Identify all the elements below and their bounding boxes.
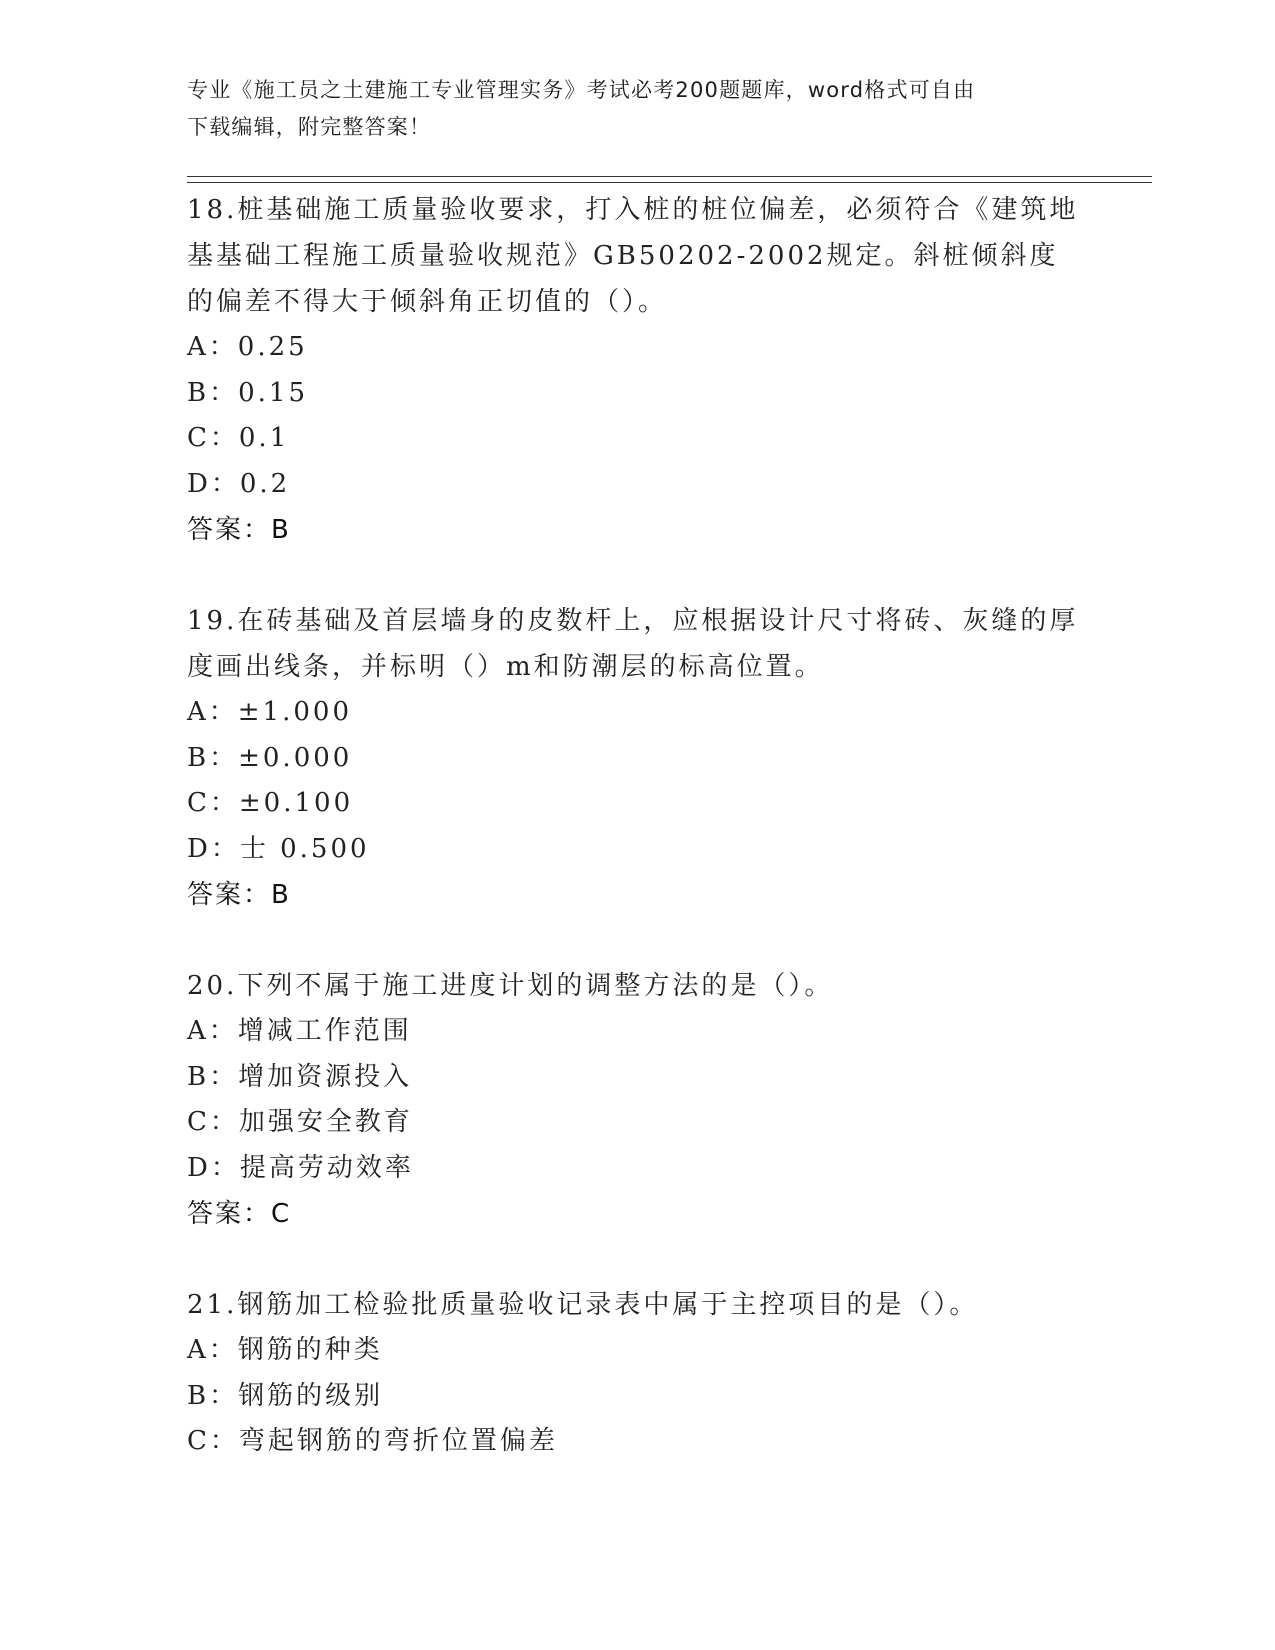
option-b: B：钢筋的级别 xyxy=(187,1380,384,1411)
option-d: D：士 0.500 xyxy=(187,833,370,864)
header-line-1: 专业《施工员之土建施工专业管理实务》考试必考200题题库，word格式可自由 xyxy=(187,78,976,102)
question-19 xyxy=(187,598,1087,918)
option-a: A：0.25 xyxy=(187,332,308,362)
document-header xyxy=(187,72,1087,146)
header-divider-bottom xyxy=(187,182,1152,183)
question-stem: 21.钢筋加工检验批质量验收记录表中属于主控项目的是（）。 xyxy=(187,1290,979,1320)
option-d: D：提高劳动效率 xyxy=(187,1152,414,1183)
option-c: C：弯起钢筋的弯折位置偏差 xyxy=(187,1426,558,1456)
option-b: B：0.15 xyxy=(187,377,308,408)
option-a: A：±1.000 xyxy=(187,697,352,727)
question-stem: 20.下列不属于施工进度计划的调整方法的是（）。 xyxy=(187,971,834,1001)
option-d: D：0.2 xyxy=(187,468,291,499)
question-20 xyxy=(187,963,1087,1237)
option-c: C：加强安全教育 xyxy=(187,1107,413,1137)
option-a: A：钢筋的种类 xyxy=(187,1335,383,1365)
option-b: B：增加资源投入 xyxy=(187,1061,413,1092)
option-b: B：±0.000 xyxy=(187,742,353,773)
header-divider-top xyxy=(187,176,1152,177)
answer-line: 答案：C xyxy=(187,1199,292,1229)
option-c: C：0.1 xyxy=(187,423,290,453)
option-a: A：增减工作范围 xyxy=(187,1016,412,1046)
answer-line: 答案：B xyxy=(187,515,291,545)
question-18 xyxy=(187,187,1087,553)
header-line-2: 下载编辑，附完整答案！ xyxy=(187,115,432,139)
question-21 xyxy=(187,1282,1087,1465)
option-c: C：±0.100 xyxy=(187,788,354,818)
answer-line: 答案：B xyxy=(187,880,291,910)
question-stem: 18.桩基础施工质量验收要求，打入桩的桩位偏差，必须符合《建筑地基基础工程施工质量验收规范》GB50202-2002规定。斜桩倾斜度的偏差不得大于倾斜角正切值的（）。 xyxy=(187,195,1079,317)
question-stem: 19.在砖基础及首层墙身的皮数杆上，应根据设计尺寸将砖、灰缝的厚度画出线条，并标明（）m和防潮层的标高位置。 xyxy=(187,606,1079,682)
